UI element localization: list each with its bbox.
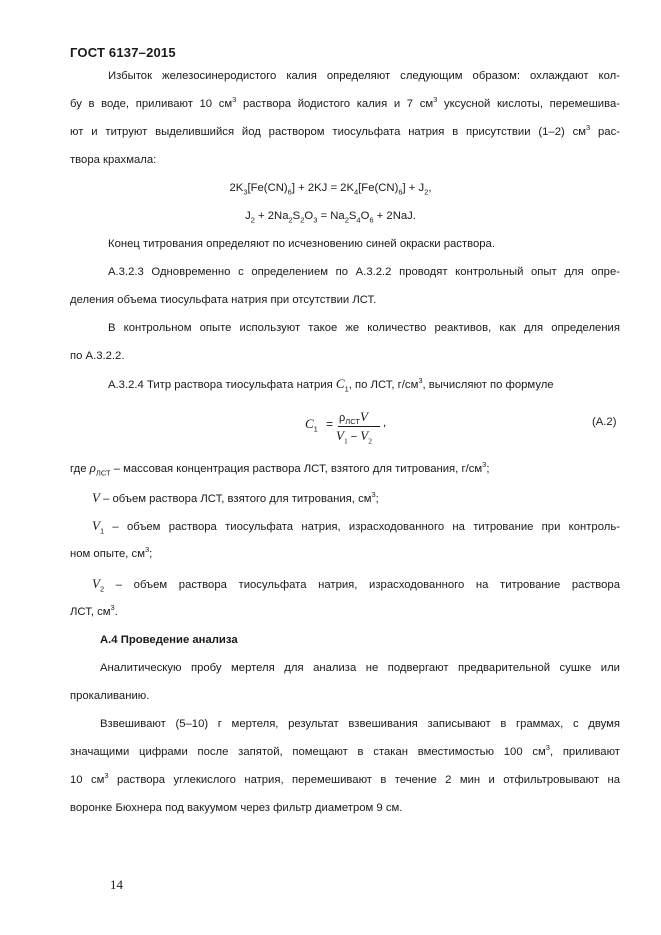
section-heading: А.4 Проведение анализа [100, 634, 238, 646]
page-number: 14 [110, 877, 123, 892]
paragraph-line: твора крахмала: [70, 154, 157, 166]
paragraph-line: деления объема тиосульфата натрия при отсутствии ЛСТ. [70, 294, 377, 306]
formula-numerator: $\rho_{ЛСТ}V$ [339, 409, 368, 427]
fraction-bar [338, 426, 380, 427]
document-header: ГОСТ 6137–2015 [70, 45, 176, 60]
paragraph-line: Аналитическую пробу мертеля для анализа не подвергают предварительной сушке или [100, 662, 620, 674]
paragraph-line: по А.3.2.2. [70, 350, 125, 362]
paragraph-line: воронке Бюхнера под вакуумом через фильтр диаметром 9 см. [70, 802, 403, 814]
chemical-equation-1: $2K_3[Fe(CN)_6] + 2KJ = 2K_4[Fe(CN)_6] + J_2$, [229, 182, 432, 197]
paragraph-line: значащими цифрами после запятой, помещают в стакан вместимостью 100 $см^3$, приливают [70, 743, 620, 758]
formula-a2: $C_1$ = $\rho_{ЛСТ}V$ $V_1 - V_2$ , [305, 409, 387, 446]
paragraph-line: В контрольном опыте используют такое же количество реактивов, как для определения [108, 322, 620, 334]
paragraph-line: бу в воде, приливают 10 $см^3$ раствора йодистого калия и 7 $см^3$ уксусной кислоты, перемешива- [70, 95, 620, 110]
paragraph-line: А.3.2.4 Титр раствора тиосульфата натрия $C_1$, по ЛСТ, $г/см^3$, вычисляют по формуле [108, 376, 554, 394]
paragraph-line: Конец титрования определяют по исчезновению синей окраски раствора. [108, 238, 495, 250]
paragraph-line: А.3.2.3 Одновременно с определением по А.3.2.2 проводят контрольный опыт для опре- [108, 266, 620, 278]
chemical-equation-2: $J_2 + 2Na_2S_2O_3 = Na_2S_4O_6 + 2NaJ$. [245, 210, 416, 225]
paragraph-line: Избыток железосинеродистого калия определяют следующим образом: охлаждают кол- [108, 70, 620, 82]
definition-line: $V_2$ – объем раствора тиосульфата натрия, израсходованного на титрование раствора [92, 576, 620, 594]
definition-line: V – объем раствора ЛСТ, взятого для титрования, $см^3$; [92, 490, 379, 505]
definition-line: $V_1$ – объем раствора тиосульфата натрия, израсходованного на титрование при контроль- [92, 518, 620, 536]
definition-line: где $\rho_{ЛСТ}$ – массовая концентрация раствора ЛСТ, взятого для титрования, $г/см^3$; [70, 460, 490, 478]
formula-denominator: $V_1 - V_2$ [336, 428, 372, 446]
formula-number: (А.2) [592, 416, 617, 428]
paragraph-line: ют и титруют выделившийся йод раствором тиосульфата натрия в присутствии (1–2) $см^3$ рас- [70, 123, 621, 138]
paragraph-line: 10 $см^3$ раствора углекислого натрия, перемешивают в течение 2 мин и отфильтровывают на [70, 771, 620, 786]
definition-line: ЛСТ, $см^3$. [70, 603, 118, 618]
paragraph-line: прокаливанию. [70, 690, 150, 702]
definition-line: ном опыте, $см^3$; [70, 545, 153, 560]
paragraph-line: Взвешивают (5–10) г мертеля, результат взвешивания записывают в граммах, с двумя [100, 718, 620, 730]
